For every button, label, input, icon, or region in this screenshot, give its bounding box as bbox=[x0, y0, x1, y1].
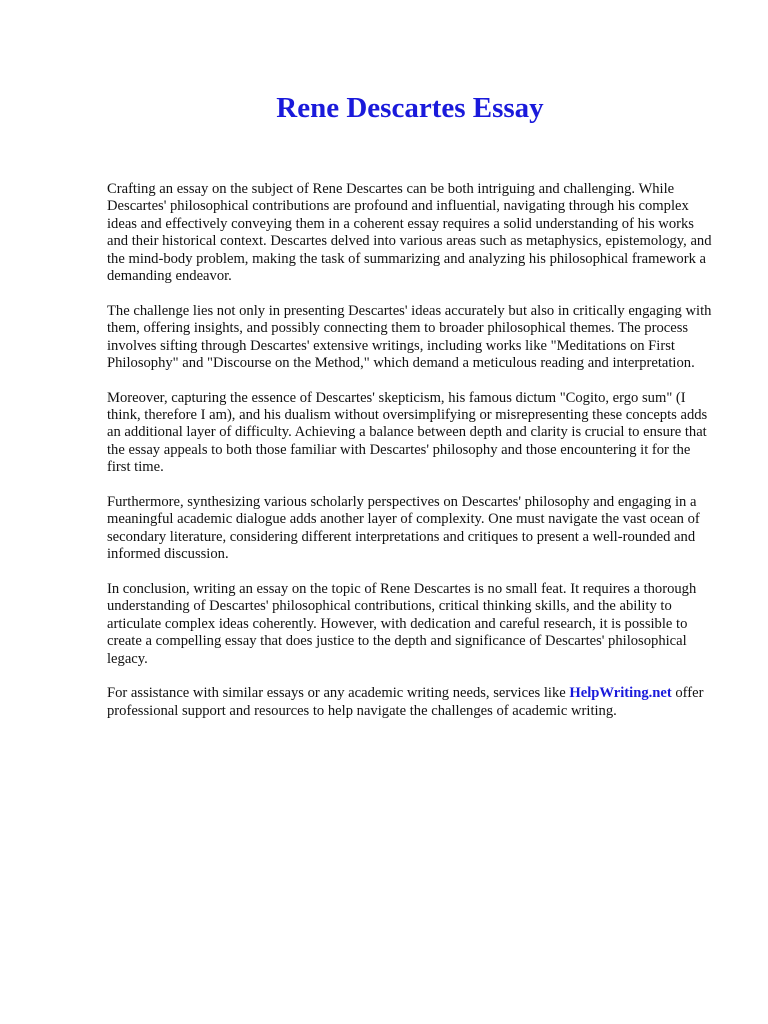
essay-body bbox=[107, 181, 717, 720]
closing-text-before-link: For assistance with similar essays or any academic writing needs, services like bbox=[107, 685, 570, 702]
paragraph-intro: Crafting an essay on the subject of Rene Descartes can be both intriguing and challenging. While Descartes' philosophical contributions are profound and influential, navigating through his complex ideas and effectively conveying them in a coherent essay requires a solid understanding of his works and their historical context. Descartes delved into various areas such as metaphysics, epistemology, and the mind-body problem, making the task of summarizing and analyzing his philosophical framework a demanding endeavor. bbox=[107, 181, 712, 285]
closing-text-after-link: offer professional support and resources to help navigate the challenges of academic writing. bbox=[107, 685, 704, 719]
page-title: Rene Descartes Essay bbox=[276, 92, 544, 124]
paragraph-furthermore: Furthermore, synthesizing various scholarly perspectives on Descartes' philosophy and engaging in a meaningful academic dialogue adds another layer of complexity. One must navigate the vast ocean of secondary literature, considering different interpretations and critiques to present a well-rounded and informed discussion. bbox=[107, 493, 700, 563]
paragraph-conclusion: In conclusion, writing an essay on the topic of Rene Descartes is no small feat. It requires a thorough understanding of Descartes' philosophical contributions, critical thinking skills, and the ability to articulate complex ideas coherently. However, with dedication and careful research, it is possible to create a compelling essay that does justice to the depth and significance of Descartes' philosophical legacy. bbox=[107, 580, 697, 667]
paragraph-closing bbox=[107, 685, 717, 720]
paragraph-challenge: The challenge lies not only in presenting Descartes' ideas accurately but also in critically engaging with them, offering insights, and possibly connecting them to broader philosophical themes. The process involves sifting through Descartes' extensive writings, including works like "Meditations on First Philosophy" and "Discourse on the Method," which demand a meticulous reading and interpretation. bbox=[107, 302, 712, 371]
paragraph-moreover: Moreover, capturing the essence of Descartes' skepticism, his famous dictum "Cogito, ergo sum" (I think, therefore I am), and his dualism without oversimplifying or misrepresenting these concepts adds an additional layer of difficulty. Achieving a balance between depth and clarity is crucial to ensure that the essay appeals to both those familiar with Descartes' philosophy and those encountering it for the first time. bbox=[107, 389, 708, 476]
helpwriting-link[interactable]: HelpWriting.net bbox=[569, 685, 672, 702]
